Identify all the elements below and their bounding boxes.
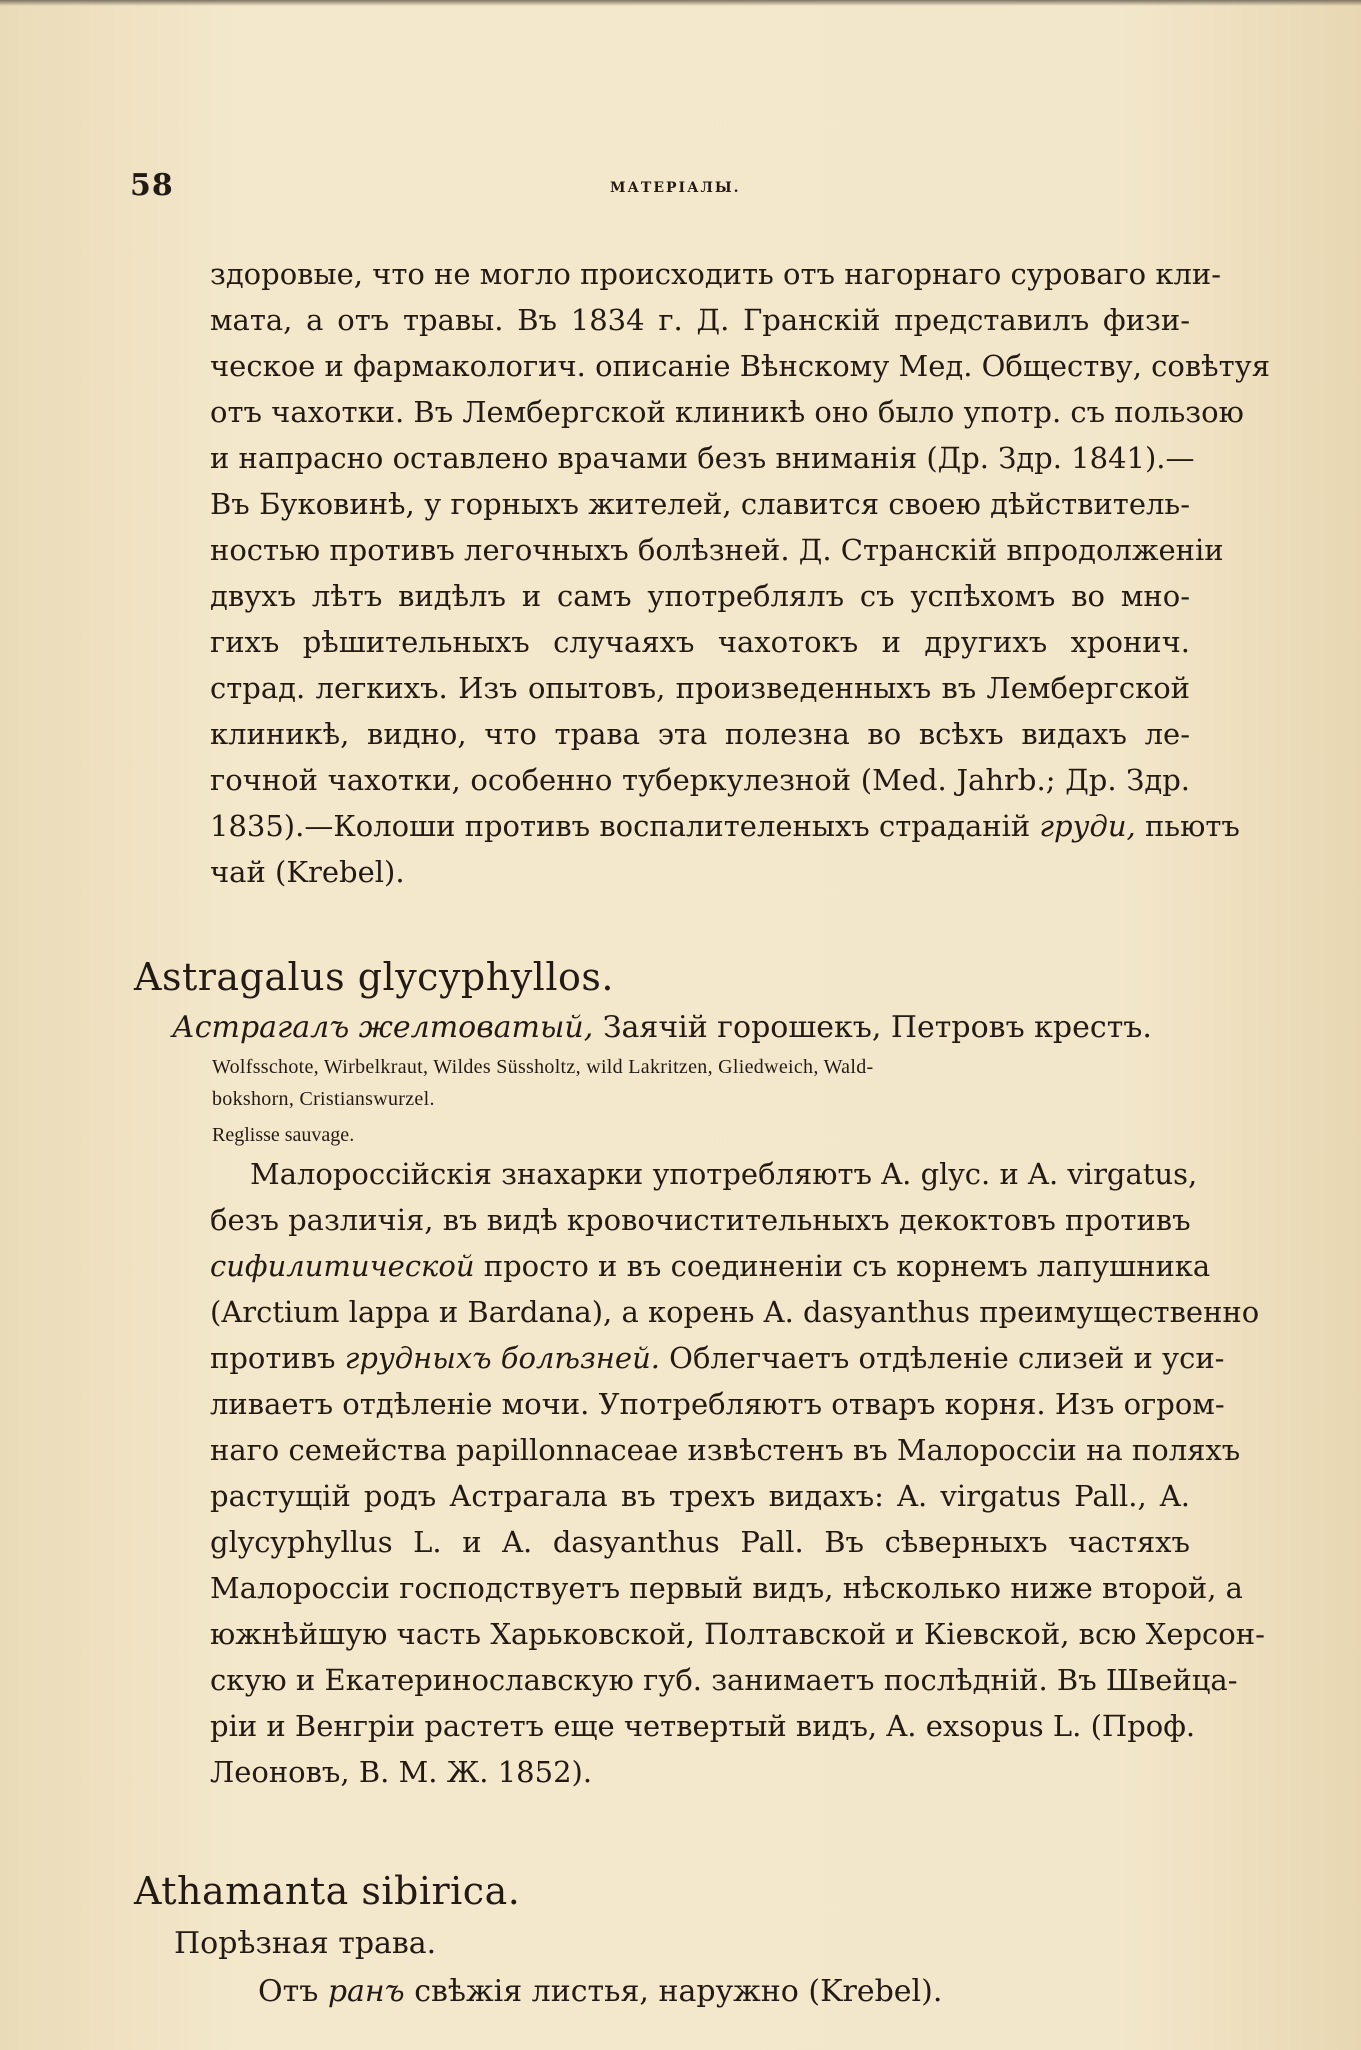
italic-term: сифилитической bbox=[210, 1249, 475, 1283]
text-line: гихъ рѣшительныхъ случаяхъ чахотокъ и другихъ хронич. bbox=[210, 625, 1190, 659]
text-line: отъ чахотки. Въ Лембергской клиникѣ оно было употр. съ пользою bbox=[210, 395, 1244, 429]
text-line: Малороссiйскiя знахарки употребляютъ A. glyc. и A. virgatus, bbox=[250, 1157, 1198, 1191]
paragraph-continuation bbox=[210, 257, 1271, 910]
text-line: гочной чахотки, особенно туберкулезной (Med. Jahrb.; Др. Здр. bbox=[210, 763, 1190, 797]
russian-names bbox=[172, 1010, 1152, 1045]
text-line: чай (Krebel). bbox=[210, 855, 405, 889]
text-line: ливаетъ отдѣленiе мочи. Употребляютъ отваръ корня. Изъ огром- bbox=[210, 1387, 1225, 1421]
page-top-edge bbox=[0, 0, 1361, 6]
text-line: двухъ лѣтъ видѣлъ и самъ употреблялъ съ успѣхомъ во мно- bbox=[210, 579, 1190, 613]
french-name: Reglisse sauvage. bbox=[212, 1124, 355, 1146]
text-line: ческое и фармакологич. описанiе Вѣнскому Мед. Обществу, совѣтуя bbox=[210, 349, 1271, 383]
russian-name: Порѣзная трава. bbox=[174, 1926, 437, 1961]
text-line: здоровые, что не могло происходить отъ нагорнаго суроваго кли- bbox=[210, 257, 1222, 291]
italic-term: груди, bbox=[1039, 809, 1136, 843]
italic-term: Астрагалъ желтоватый, bbox=[172, 1010, 594, 1045]
text-line: растущiй родъ Астрагала въ трехъ видахъ: A. virgatus Pall., A. bbox=[210, 1479, 1190, 1513]
italic-term: грудныхъ болѣзней. bbox=[344, 1341, 660, 1375]
text-line: наго семейства papillonnaceae извѣстенъ въ Малороссiи на поляхъ bbox=[210, 1433, 1241, 1467]
italic-term: ранъ bbox=[327, 1974, 405, 2009]
text-line: Въ Буковинѣ, у горныхъ жителей, славится своею дѣйствитель- bbox=[210, 487, 1190, 521]
text-line: рiи и Венгрiи растетъ еще четвертый видъ, A. exsopus L. (Проф. bbox=[210, 1709, 1196, 1743]
text-line: и напрасно оставлено врачами безъ вниманiя (Др. Здр. 1841).— bbox=[210, 441, 1195, 475]
text-segment: пьютъ bbox=[1135, 809, 1240, 843]
page-number: 58 bbox=[130, 168, 174, 203]
text-segment: свѣжiя листья, наружно (Krebel). bbox=[404, 1974, 943, 2009]
page-header bbox=[130, 168, 1230, 216]
text-line: Малороссiи господствуетъ первый видъ, нѣсколько ниже второй, а bbox=[210, 1571, 1243, 1605]
text-line: страд. легкихъ. Изъ опытовъ, произведенныхъ въ Лембергской bbox=[210, 671, 1190, 705]
text-segment: Отъ bbox=[258, 1974, 328, 2009]
species-title-astragalus: Astragalus glycyphyllos. bbox=[134, 955, 614, 999]
text-line: ностью противъ легочныхъ болѣзней. Д. Странскiй впродолженiи bbox=[210, 533, 1224, 567]
text-line: (Arctium lappa и Bardana), а корень A. dasyanthus преимущественно bbox=[210, 1295, 1260, 1329]
text-line: скую и Екатеринославскую губ. занимаетъ послѣднiй. Въ Швейца- bbox=[210, 1663, 1238, 1697]
text-line-mixed bbox=[210, 809, 1240, 843]
text-segment: просто и въ соединенiи съ корнемъ лапушника bbox=[474, 1249, 1211, 1283]
text-line: безъ различiя, въ видѣ кровочистительныхъ декоктовъ противъ bbox=[210, 1203, 1191, 1237]
german-names-line-1: Wolfsschote, Wirbelkraut, Wildes Süssholtz, wild Lakritzen, Gliedweich, Wald- bbox=[212, 1056, 874, 1078]
german-names-line-2: bokshorn, Cristianswurzel. bbox=[212, 1088, 435, 1110]
text-segment: Заячiй горошекъ, Петровъ крестъ. bbox=[593, 1010, 1152, 1045]
text-line: южнѣйшую часть Харьковской, Полтавской и Кiевской, всю Херсон- bbox=[210, 1617, 1265, 1651]
text-segment: 1835).—Колоши противъ воспалителеныхъ страданiй bbox=[210, 809, 1040, 843]
text-segment: Облегчаетъ отдѣленiе слизей и уси- bbox=[659, 1341, 1225, 1375]
text-line-mixed bbox=[210, 1249, 1211, 1283]
text-segment: противъ bbox=[210, 1341, 345, 1375]
text-line: мата, а отъ травы. Въ 1834 г. Д. Гранскiй представилъ физи- bbox=[210, 303, 1190, 337]
running-head: МАТЕРIАЛЫ. bbox=[610, 180, 741, 196]
text-line: Леоновъ, В. М. Ж. 1852). bbox=[210, 1755, 593, 1789]
text-line: glycyphyllus L. и A. dasyanthus Pall. Въ сѣверныхъ частяхъ bbox=[210, 1525, 1190, 1559]
species-title-athamanta: Athamanta sibirica. bbox=[134, 1869, 521, 1913]
text-line-mixed bbox=[210, 1341, 1225, 1375]
usage-line bbox=[258, 1974, 942, 2009]
text-line: клиникѣ, видно, что трава эта полезна во всѣхъ видахъ ле- bbox=[210, 717, 1190, 751]
astragalus-paragraph bbox=[210, 1157, 1265, 1820]
